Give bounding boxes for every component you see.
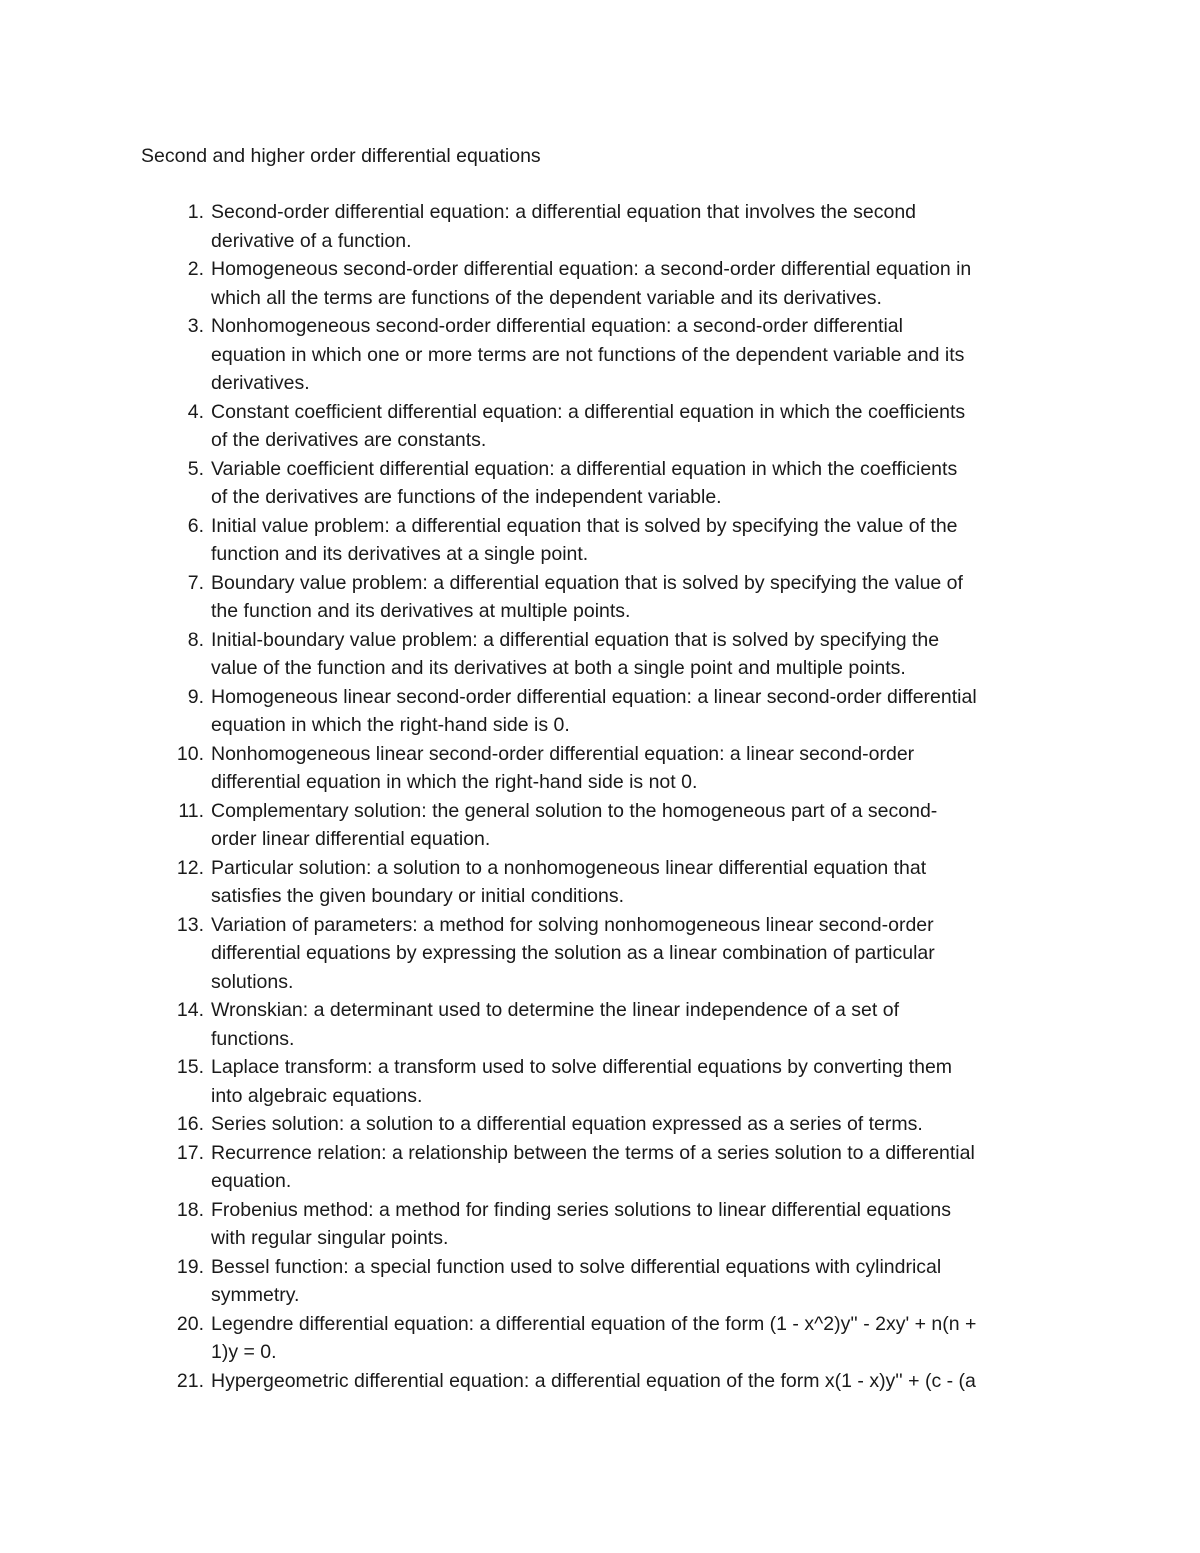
list-item-number: 21. bbox=[176, 1369, 204, 1392]
list-item-text bbox=[211, 1196, 1071, 1253]
list-item-line: Laplace transform: a transform used to solve differential equations by converting them bbox=[211, 1056, 953, 1078]
list-item-line: with regular singular points. bbox=[211, 1227, 449, 1249]
list-item-line: Boundary value problem: a differential equation that is solved by specifying the value of bbox=[211, 571, 963, 594]
list-item-text bbox=[211, 683, 1071, 740]
definitions-list bbox=[0, 198, 1200, 1395]
list-item-line: Complementary solution: the general solution to the homogeneous part of a second- bbox=[211, 799, 938, 822]
list-item-line: derivative of a function. bbox=[211, 229, 412, 252]
list-item-number: 19. bbox=[176, 1255, 204, 1278]
list-item-number: 9. bbox=[187, 685, 204, 708]
document-title: Second and higher order differential equations bbox=[141, 145, 541, 167]
list-item-line: differential equation in which the right-hand side is not 0. bbox=[211, 771, 698, 793]
list-item bbox=[0, 1053, 1071, 1110]
list-item-text bbox=[211, 1053, 1071, 1110]
list-item-text bbox=[211, 626, 1071, 683]
list-item-line: Frobenius method: a method for finding series solutions to linear differential equations bbox=[211, 1198, 951, 1221]
list-item-text bbox=[211, 1367, 1071, 1396]
list-item-text bbox=[211, 797, 1071, 854]
list-item-number: 1. bbox=[187, 201, 204, 223]
list-item bbox=[0, 626, 1071, 683]
list-item-number: 12. bbox=[176, 856, 204, 879]
list-item-number: 4. bbox=[187, 400, 204, 423]
list-item-line: Nonhomogeneous second-order differential equation: a second-order differential bbox=[211, 315, 903, 337]
list-item bbox=[0, 312, 1071, 398]
list-item-number: 20. bbox=[176, 1312, 204, 1335]
list-item bbox=[0, 1110, 1071, 1139]
list-item-line: Second-order differential equation: a differential equation that involves the second bbox=[211, 201, 917, 223]
list-item-line: Wronskian: a determinant used to determine the linear independence of a set of bbox=[211, 999, 899, 1021]
list-item-text bbox=[211, 512, 1071, 569]
list-item bbox=[0, 1139, 1071, 1196]
list-item-line: into algebraic equations. bbox=[211, 1084, 423, 1107]
list-item-line: differential equations by expressing the solution as a linear combination of particular bbox=[211, 942, 935, 964]
list-item-line: satisfies the given boundary or initial conditions. bbox=[211, 885, 624, 907]
list-item-text bbox=[211, 740, 1071, 797]
list-item-line: Series solution: a solution to a differential equation expressed as a series of terms. bbox=[211, 1113, 923, 1135]
list-item bbox=[0, 911, 1071, 997]
list-item-text bbox=[211, 1139, 1071, 1196]
list-item-line: Initial-boundary value problem: a differential equation that is solved by specifying the bbox=[211, 628, 940, 651]
list-item-line: of the derivatives are functions of the independent variable. bbox=[211, 486, 722, 508]
list-item bbox=[0, 854, 1071, 911]
list-item-number: 14. bbox=[176, 999, 204, 1021]
list-item-text bbox=[211, 398, 1071, 455]
list-item-number: 18. bbox=[176, 1198, 204, 1221]
list-item-text bbox=[211, 1110, 1071, 1139]
list-item-line: Variable coefficient differential equation: a differential equation in which the coefficients bbox=[211, 457, 958, 480]
list-item bbox=[0, 1196, 1071, 1253]
list-item-number: 7. bbox=[187, 571, 204, 594]
list-item-line: Constant coefficient differential equation: a differential equation in which the coefficients bbox=[211, 400, 966, 423]
list-item-number: 2. bbox=[187, 258, 204, 280]
list-item-number: 17. bbox=[176, 1141, 204, 1164]
list-item-line: Hypergeometric differential equation: a differential equation of the form x(1 - x)y'' + (c - (a bbox=[211, 1369, 976, 1392]
list-item-line: the function and its derivatives at multiple points. bbox=[211, 600, 631, 622]
list-item-line: 1)y = 0. bbox=[211, 1341, 277, 1363]
list-item bbox=[0, 683, 1071, 740]
list-item-line: functions. bbox=[211, 1027, 295, 1050]
list-item-number: 11. bbox=[178, 799, 204, 822]
list-item bbox=[0, 996, 1071, 1053]
list-item-line: equation in which the right-hand side is 0. bbox=[211, 714, 570, 736]
list-item-line: function and its derivatives at a single point. bbox=[211, 543, 589, 565]
list-item bbox=[0, 512, 1071, 569]
list-item-number: 3. bbox=[187, 315, 204, 337]
list-item-number: 16. bbox=[176, 1113, 204, 1135]
list-item-line: Bessel function: a special function used to solve differential equations with cylindrical bbox=[211, 1255, 942, 1278]
list-item-text bbox=[211, 312, 1071, 398]
list-item-text bbox=[211, 911, 1071, 997]
list-item bbox=[0, 198, 1071, 255]
list-item-line: Particular solution: a solution to a nonhomogeneous linear differential equation that bbox=[211, 856, 927, 879]
list-item-number: 10. bbox=[176, 742, 204, 765]
list-item bbox=[0, 1253, 1071, 1310]
list-item-number: 5. bbox=[187, 457, 204, 480]
list-item bbox=[0, 255, 1071, 312]
list-item-line: symmetry. bbox=[211, 1284, 300, 1306]
list-item-line: derivatives. bbox=[211, 372, 310, 394]
list-item-text bbox=[211, 569, 1071, 626]
list-item-number: 15. bbox=[176, 1056, 204, 1078]
list-item bbox=[0, 455, 1071, 512]
list-item-line: solutions. bbox=[211, 970, 294, 993]
list-item bbox=[0, 398, 1071, 455]
list-item-text bbox=[211, 455, 1071, 512]
list-item bbox=[0, 797, 1071, 854]
list-item-line: Initial value problem: a differential equation that is solved by specifying the value of the bbox=[211, 514, 958, 537]
list-item-text bbox=[211, 198, 1071, 255]
list-item-line: Legendre differential equation: a differential equation of the form (1 - x^2)y'' - 2xy' + n(n + bbox=[211, 1312, 977, 1335]
list-item-line: Recurrence relation: a relationship between the terms of a series solution to a differential bbox=[211, 1141, 975, 1164]
list-item-text bbox=[211, 255, 1071, 312]
list-item-line: order linear differential equation. bbox=[211, 828, 491, 850]
list-item-line: which all the terms are functions of the dependent variable and its derivatives. bbox=[211, 286, 882, 309]
list-item-line: Homogeneous second-order differential equation: a second-order differential equation in bbox=[211, 258, 972, 280]
list-item-line: Variation of parameters: a method for solving nonhomogeneous linear second-order bbox=[211, 913, 934, 936]
list-item bbox=[0, 1310, 1071, 1367]
list-item-number: 6. bbox=[187, 514, 204, 537]
list-item-text bbox=[211, 854, 1071, 911]
list-item bbox=[0, 740, 1071, 797]
list-item bbox=[0, 1367, 1071, 1396]
list-item bbox=[0, 569, 1071, 626]
list-item-text bbox=[211, 1253, 1071, 1310]
list-item-line: equation. bbox=[211, 1170, 292, 1192]
list-item-line: equation in which one or more terms are not functions of the dependent variable and its bbox=[211, 343, 965, 366]
list-item-line: Nonhomogeneous linear second-order differential equation: a linear second-order bbox=[211, 742, 915, 765]
list-item-line: Homogeneous linear second-order differential equation: a linear second-order differential bbox=[211, 685, 977, 708]
list-item-number: 13. bbox=[176, 913, 204, 936]
list-item-line: value of the function and its derivatives at both a single point and multiple points. bbox=[211, 657, 906, 679]
list-item-number: 8. bbox=[187, 628, 204, 651]
list-item-text bbox=[211, 996, 1071, 1053]
list-item-text bbox=[211, 1310, 1071, 1367]
list-item-line: of the derivatives are constants. bbox=[211, 429, 487, 451]
